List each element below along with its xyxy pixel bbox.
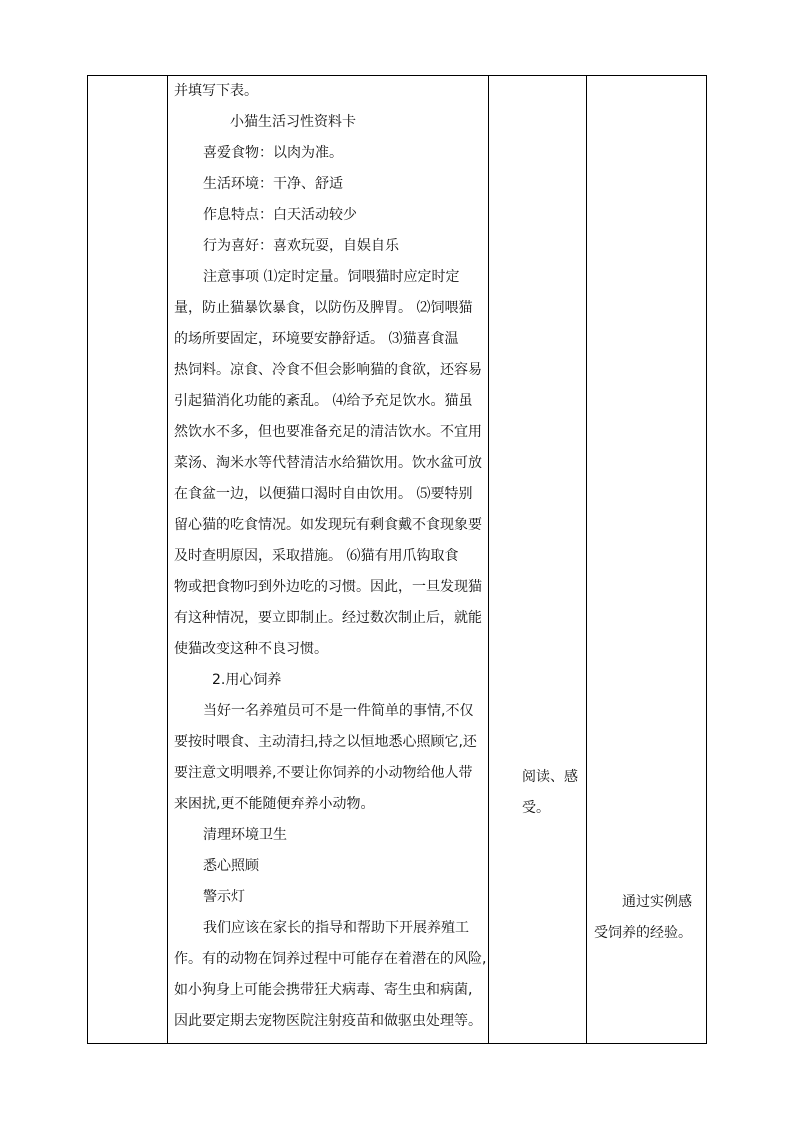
- text-line: 受。: [522, 800, 550, 816]
- text-line: 生活环境：干净、舒适: [203, 176, 343, 192]
- text-line: 悉心照顾: [203, 858, 259, 874]
- text-line: 留心猫的吃食情况。如发现玩有剩食戴不食现象要: [174, 517, 482, 533]
- text-line: 来困扰,更不能随便弃养小动物。: [174, 796, 375, 812]
- text-line: 2.用心饲养: [212, 672, 282, 688]
- column-border: [586, 75, 587, 1044]
- text-line: 引起猫消化功能的紊乱。 ⑷给予充足饮水。猫虽: [174, 393, 473, 409]
- design-intent-cell: [594, 887, 704, 949]
- text-line: 的场所要固定，环境要安静舒适。 ⑶猫喜食温: [174, 331, 459, 347]
- activity-content-cell: [174, 76, 487, 1037]
- text-line: 然饮水不多，但也要准备充足的清洁饮水。不宜用: [174, 424, 482, 440]
- text-line: 作息特点：白天活动较少: [203, 207, 357, 223]
- text-line: 受饲养的经验。: [594, 925, 692, 941]
- text-line: 行为喜好：喜欢玩耍，自娱自乐: [203, 238, 399, 254]
- text-line: 当好一名养殖员可不是一件简单的事情,不仅: [203, 703, 474, 719]
- text-line: 热饲料。凉食、冷食不但会影响猫的食欲，还容易: [174, 362, 482, 378]
- column-border: [706, 75, 707, 1044]
- student-activity-cell: [522, 762, 586, 824]
- text-line: 要注意文明喂养,不要让你饲养的小动物给他人带: [174, 765, 473, 781]
- text-line: 使猫改变这种不良习惯。: [174, 641, 328, 657]
- text-line: 喜爱食物：以肉为准。: [203, 145, 343, 161]
- text-line: 阅读、感: [522, 769, 578, 785]
- text-line: 及时查明原因，采取措施。 ⑹猫有用爪钩取食: [174, 548, 459, 564]
- text-line: 并填写下表。: [174, 83, 258, 99]
- text-line: 小猫生活习性资料卡: [230, 114, 356, 130]
- column-border: [167, 75, 168, 1044]
- text-line: 菜汤、淘米水等代替清洁水给猫饮用。饮水盆可放: [174, 455, 482, 471]
- text-line: 要按时喂食、主动清扫,持之以恒地悉心照顾它,还: [174, 734, 477, 750]
- text-line: 警示灯: [203, 889, 245, 905]
- text-line: 通过实例感: [622, 894, 692, 910]
- text-line: 在食盆一边，以便猫口渴时自由饮用。 ⑸要特别: [174, 486, 473, 502]
- text-line: 有这种情况，要立即制止。经过数次制止后，就能: [174, 610, 482, 626]
- text-line: 因此要定期去宠物医院注射疫苗和做驱虫处理等。: [174, 1013, 482, 1029]
- text-line: 物或把食物叼到外边吃的习惯。因此，一旦发现猫: [174, 579, 482, 595]
- table-bottom-border: [87, 1043, 707, 1044]
- text-line: 如小狗身上可能会携带狂犬病毒、寄生虫和病菌,: [174, 982, 473, 998]
- text-line: 清理环境卫生: [203, 827, 287, 843]
- text-line: 注意事项 ⑴定时定量。饲喂猫时应定时定: [203, 269, 460, 285]
- text-line: 我们应该在家长的指导和帮助下开展养殖工: [203, 920, 469, 936]
- text-line: 作。有的动物在饲养过程中可能存在着潜在的风险,: [174, 951, 487, 967]
- text-line: 量，防止猫暴饮暴食，以防伤及脾胃。 ⑵饲喂猫: [174, 300, 473, 316]
- column-border: [488, 75, 489, 1044]
- column-border: [87, 75, 88, 1044]
